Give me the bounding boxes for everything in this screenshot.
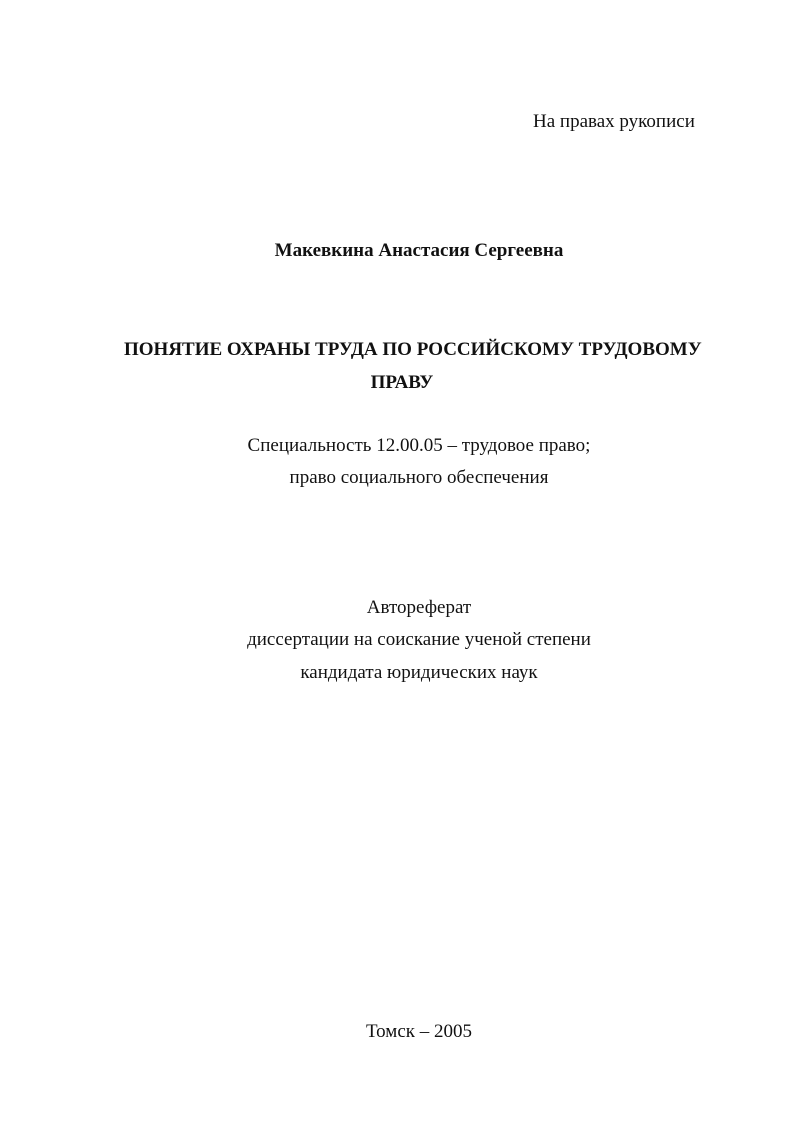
title-line-2: ПРАВУ [370, 372, 434, 393]
degree-line-2: кандидата юридических наук [300, 662, 538, 683]
title-line-1: ПОНЯТИЕ ОХРАНЫ ТРУДА ПО РОССИЙСКОМУ ТРУДОВОМУ [124, 339, 702, 360]
degree-line-1: диссертации на соискание ученой степени [247, 629, 591, 650]
place-year: Томск – 2005 [365, 1021, 472, 1042]
document-type: Автореферат [366, 597, 472, 618]
specialty-line-2: право социального обеспечения [289, 467, 549, 488]
specialty-line-1: Специальность 12.00.05 – трудовое право; [247, 435, 591, 456]
manuscript-note: На правах рукописи [533, 111, 695, 132]
author-name: Макевкина Анастасия Сергеевна [274, 240, 564, 261]
